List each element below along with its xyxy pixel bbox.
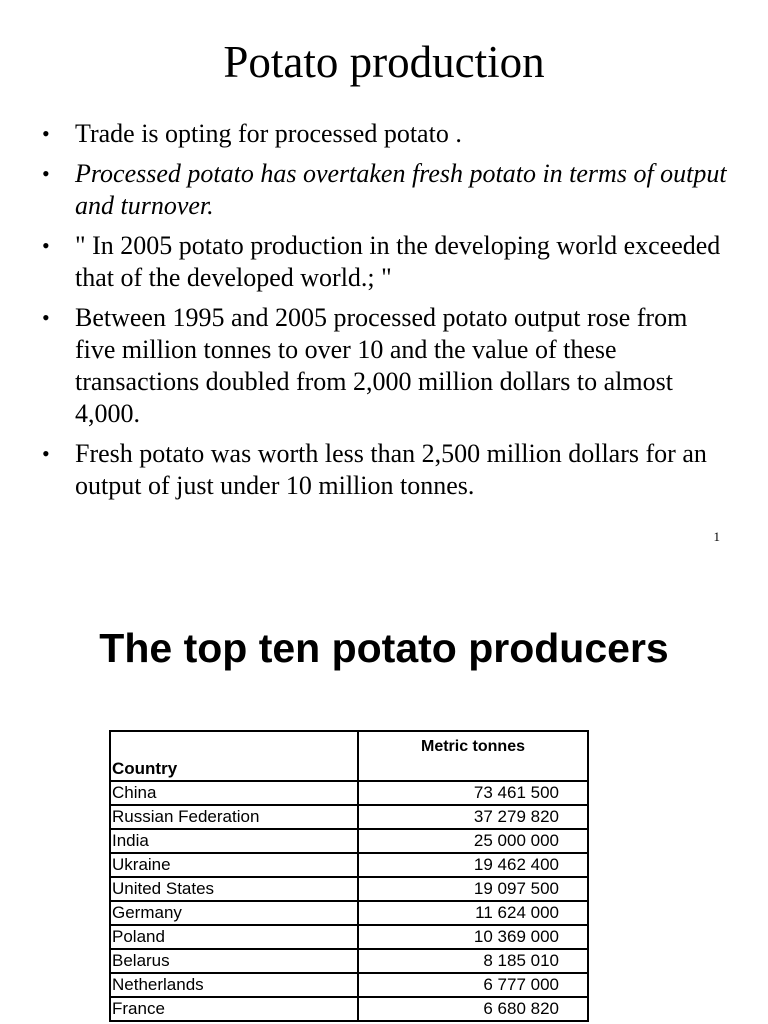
bullet-text: Fresh potato was worth less than 2,500 million dollars for an output of just under 10 million tonnes.: [75, 439, 707, 500]
metric-tonnes-cell: 8 185 010: [358, 949, 588, 973]
bullet-item: [40, 230, 730, 294]
column-header-metric-tonnes: Metric tonnes: [358, 731, 588, 781]
bullet-icon: •: [42, 305, 50, 330]
column-header-country: Country: [110, 731, 358, 781]
table-row: [110, 805, 588, 829]
country-cell: United States: [110, 877, 358, 901]
bullet-text: Trade is opting for processed potato .: [75, 119, 462, 148]
country-cell: Belarus: [110, 949, 358, 973]
country-cell: Poland: [110, 925, 358, 949]
country-cell: Germany: [110, 901, 358, 925]
table-row: [110, 877, 588, 901]
bullet-item: [40, 118, 730, 150]
country-cell: India: [110, 829, 358, 853]
table-row: [110, 973, 588, 997]
table-row: [110, 925, 588, 949]
bullet-item: [40, 438, 730, 502]
metric-tonnes-cell: 37 279 820: [358, 805, 588, 829]
bullet-item: [40, 302, 730, 430]
table-row: [110, 997, 588, 1021]
bullet-text: " In 2005 potato production in the developing world exceeded that of the developed world.; ": [75, 231, 721, 292]
metric-tonnes-cell: 11 624 000: [358, 901, 588, 925]
bullet-icon: •: [42, 441, 50, 466]
table-row: [110, 781, 588, 805]
country-cell: China: [110, 781, 358, 805]
bullet-icon: •: [42, 161, 50, 186]
table-row: [110, 829, 588, 853]
metric-tonnes-cell: 10 369 000: [358, 925, 588, 949]
slide-title: Potato production: [223, 37, 545, 87]
page-number: 1: [713, 529, 720, 544]
table-row: [110, 853, 588, 877]
table-header-row: [110, 731, 588, 781]
table-row: [110, 949, 588, 973]
section-title: The top ten potato producers: [99, 625, 669, 671]
bullet-text: Processed potato has overtaken fresh potato in terms of output and turnover.: [75, 159, 727, 220]
bullet-icon: •: [42, 121, 50, 146]
bullet-icon: •: [42, 233, 50, 258]
country-cell: Russian Federation: [110, 805, 358, 829]
country-cell: Ukraine: [110, 853, 358, 877]
metric-tonnes-cell: 25 000 000: [358, 829, 588, 853]
metric-tonnes-cell: 6 680 820: [358, 997, 588, 1021]
metric-tonnes-cell: 19 462 400: [358, 853, 588, 877]
metric-tonnes-cell: 19 097 500: [358, 877, 588, 901]
country-cell: France: [110, 997, 358, 1021]
bullet-list: [40, 118, 730, 510]
country-cell: Netherlands: [110, 973, 358, 997]
bullet-text: Between 1995 and 2005 processed potato output rose from five million tonnes to over 10 and the value of these transactions doubled from 2,000 million dollars to almost 4,000.: [75, 303, 688, 428]
metric-tonnes-cell: 73 461 500: [358, 781, 588, 805]
metric-tonnes-cell: 6 777 000: [358, 973, 588, 997]
producers-table: [109, 730, 589, 1022]
bullet-item: [40, 158, 730, 222]
table-row: [110, 901, 588, 925]
